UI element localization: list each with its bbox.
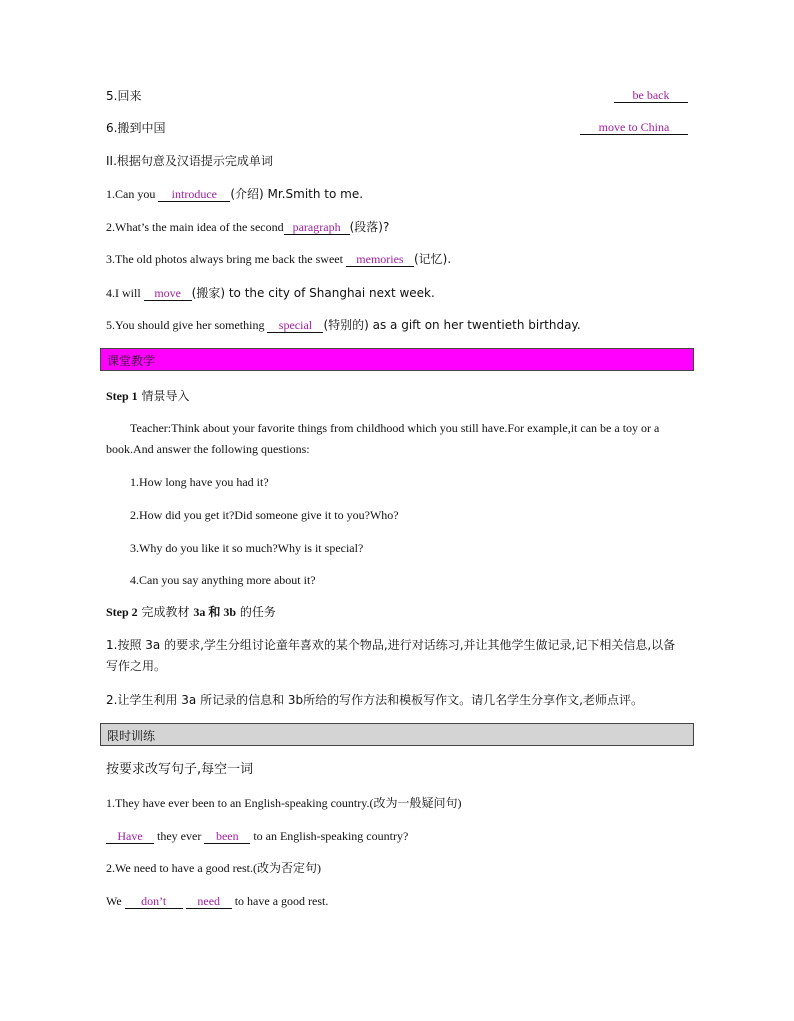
step-1-heading	[106, 388, 190, 404]
item-5-answer	[614, 88, 688, 103]
step-title-bold: 3a 和 3b	[193, 605, 236, 619]
sentence-text: 3.The old photos always bring me back the sweet	[106, 252, 346, 266]
sentence-text: 5.You should give her something	[106, 318, 268, 332]
step-2-heading	[106, 604, 276, 620]
teacher-paragraph: Teacher:Think about your favorite things from childhood which you still have.For example,it can be a toy or a book.And answer the following questions:	[106, 421, 660, 456]
step-2-paragraph-1: 1.按照 3a 的要求,学生分组讨论童年喜欢的某个物品,进行对话练习,并让其他学生做记录,记下相关信息,以备写作之用。	[106, 638, 676, 673]
answer-blank: introduce	[158, 188, 230, 202]
step-label: Step 2	[106, 605, 138, 619]
section-band-classroom	[100, 348, 694, 371]
fill-sentence-1	[106, 186, 363, 202]
answer-blank: been	[204, 830, 250, 844]
sentence-text: We	[106, 894, 125, 908]
fill-sentence-2	[106, 219, 389, 235]
sentence-text: (特别的) as a gift on her twentieth birthday.	[323, 318, 581, 332]
sentence-text: (搬家) to the city of Shanghai next week.	[191, 286, 435, 300]
fill-sentence-3	[106, 251, 451, 267]
step-title: 完成教材	[137, 605, 194, 619]
training-instruction: 按要求改写句子,每空一词	[106, 762, 254, 777]
step-label: Step 1	[106, 389, 138, 403]
answer-blank: paragraph	[284, 221, 350, 235]
question-1: 1.How long have you had it?	[130, 475, 269, 489]
answer-blank: Have	[106, 830, 154, 844]
answer-blank: memories	[346, 253, 414, 267]
sentence-text: (段落)?	[349, 220, 390, 234]
item-6-answer	[580, 120, 688, 135]
answer-blank: special	[267, 319, 323, 333]
question-3: 3.Why do you like it so much?Why is it special?	[130, 541, 364, 555]
training-answer-1	[106, 828, 408, 844]
question-2: 2.How did you get it?Did someone give it to you?Who?	[130, 508, 399, 522]
section-heading: II.根据句意及汉语提示完成单词	[106, 154, 273, 168]
sentence-text: to have a good rest.	[231, 894, 329, 908]
training-answer-2	[106, 893, 328, 909]
fill-sentence-5	[106, 317, 581, 333]
sentence-text: (记忆).	[413, 252, 452, 266]
answer-blank: be back	[614, 89, 688, 103]
section-band-title: 限时训练	[107, 729, 156, 743]
fill-sentence-4	[106, 285, 435, 301]
answer-blank: don’t	[125, 895, 183, 909]
sentence-text: 1.Can you	[106, 187, 159, 201]
section-band-title: 课堂教学	[107, 354, 156, 368]
sentence-text: 4.I will	[106, 286, 144, 300]
section-band-training	[100, 723, 694, 746]
sentence-text: they ever	[154, 829, 205, 843]
answer-blank: move to China	[580, 121, 688, 135]
sentence-text: to an English-speaking country?	[250, 829, 409, 843]
training-question-2: 2.We need to have a good rest.(改为否定句)	[106, 861, 321, 875]
sentence-text: (介绍) Mr.Smith to me.	[230, 187, 364, 201]
step-title: 情景导入	[137, 389, 190, 403]
training-question-1: 1.They have ever been to an English-speaking country.(改为一般疑问句)	[106, 796, 462, 810]
question-4: 4.Can you say anything more about it?	[130, 573, 316, 587]
answer-blank: need	[186, 895, 232, 909]
sentence-text: 2.What’s the main idea of the second	[106, 220, 284, 234]
item-5-label: 5.回来	[106, 89, 142, 103]
step-2-paragraph-2: 2.让学生利用 3a 所记录的信息和 3b所给的写作方法和模板写作文。请几名学生分享作文,老师点评。	[106, 693, 643, 707]
answer-blank: move	[144, 287, 192, 301]
step-title-end: 的任务	[236, 605, 276, 619]
item-6-label: 6.搬到中国	[106, 121, 166, 135]
